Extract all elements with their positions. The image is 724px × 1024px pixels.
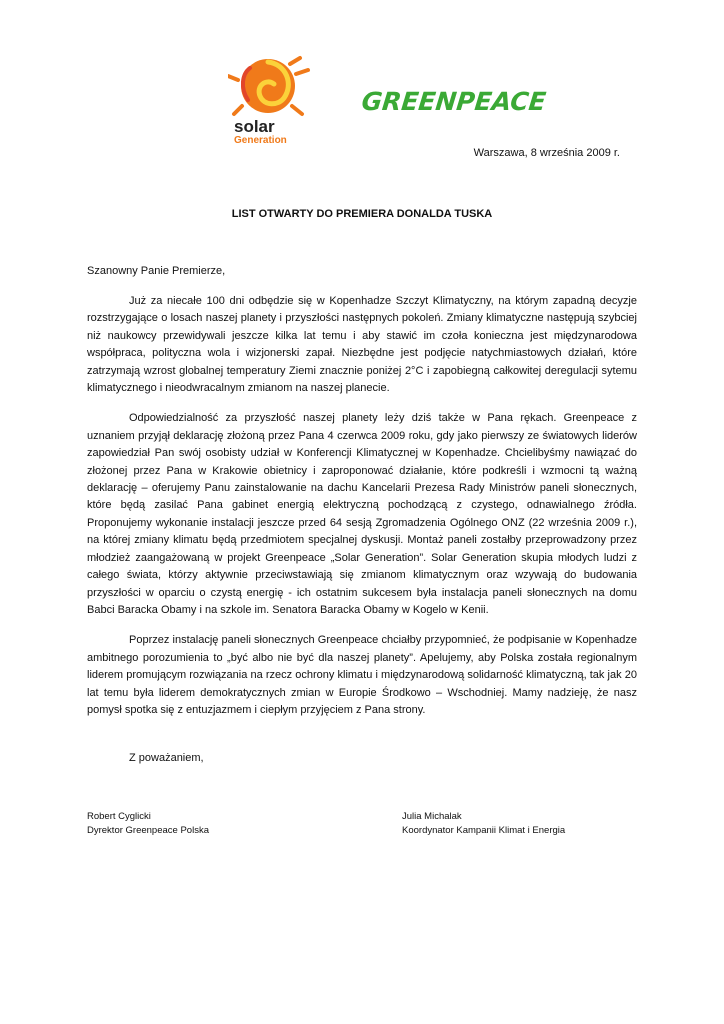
solar-generation-logo [228,54,320,146]
letter-greeting: Szanowny Panie Premierze, [87,265,226,277]
signature-block-right [402,810,565,838]
paragraph-2: Odpowiedzialność za przyszłość naszej planety leży dziś także w Pana rękach. Greenpeace z uznaniem przyjął deklarację złożoną przez Pana 4 czerwca 2009 roku, gdy jako pierwszy ze światowych liderów zapowiedział Pan swój osobisty udział w Konferencji Klimatycznej w Kopenhadze. Chcielibyśmy nawiązać do złożonej przez Pana w Krakowie obietnicy i zaproponować działanie, które podkreśli i wzmocni tą ważną deklarację – oferujemy Panu zainstalowanie na dachu Kancelarii Prezesa Rady Ministrów paneli słonecznych, które będą zasilać Pana gabinet energią elektryczną pochodzącą z czystego, odnawialnego źródła. Proponujemy wykonanie instalacji jeszcze przed 64 sesją Zgromadzenia Ogólnego ONZ (22 września 2009 r.), na której zmiany klimatu będą przedmiotem specjalnej dyskusji. Montaż paneli zostałby przeprowadzony przez młodzież zaangażowaną w projekt Greenpeace „Solar Generation”. Solar Generation skupia młodych ludzi z całego świata, którzy aktywnie przeciwstawiają się zmianom klimatycznym oraz wzywają do budowania przyszłości w oparciu o czystą energię - ich ostatnim sukcesem była instalacja paneli słonecznych na domu Babci Baracka Obamy i na szkole im. Senatora Baracka Obamy w Kogelo w Kenii. [87,412,637,616]
signatory-role: Koordynator Kampanii Klimat i Energia [402,825,566,836]
greenpeace-logo-word: GREENPEACE [362,87,548,116]
letter-title: LIST OTWARTY DO PREMIERA DONALDA TUSKA [231,208,493,220]
paragraph-3: Poprzez instalację paneli słonecznych Greenpeace chciałby przypomnieć, że podpisanie w Kopenhadze ambitnego porozumienia to „być albo nie być dla naszej planety”. Apelujemy, aby Polska została regionalnym liderem promującym rozwiązania na rzecz ochrony klimatu i międzynarodową solidarność klimatyczną, tak jak 20 lat temu była liderem demokratycznych zmian w Europie Środkowo – Wschodniej. Mamy nadzieję, że nasz pomysł spotka się z entuzjazmem i ciepłym przyjęciem z Pana strony. [87,634,637,716]
letter-body [87,293,637,732]
solar-logo-word: solar [234,117,275,136]
generation-logo-word: Generation [234,135,287,146]
paragraph-1: Już za niecałe 100 dni odbędzie się w Kopenhadze Szczyt Klimatyczny, na którym zapadną decyzje rozstrzygające o losach naszej planety i przyszłości następnych pokoleń. Zmiany klimatyczne następują szybciej niż naukowcy przewidywali jeszcze kilka lat temu i aby stawić im czoła konieczna jest międzynarodowa współpraca, polityczna wola i wizjonerski zapał. Niezbędne jest podjęcie natychmiastowych działań, które zatrzymają wzrost globalnej temperatury Ziemi znacznie poniżej 2°C i zapobiegną całkowitej deregulacji sytemu klimatycznego i nieodwracalnym zmianom na naszej planecie. [87,295,637,395]
signature-block-left [87,810,209,838]
signatory-role: Dyrektor Greenpeace Polska [87,825,209,836]
letter-date: Warszawa, 8 września 2009 r. [473,147,620,159]
signatory-name: Julia Michalak [402,811,462,822]
greenpeace-logo [362,80,552,120]
letter-closing: Z poważaniem, [129,752,204,764]
signatory-name: Robert Cyglicki [87,811,151,822]
